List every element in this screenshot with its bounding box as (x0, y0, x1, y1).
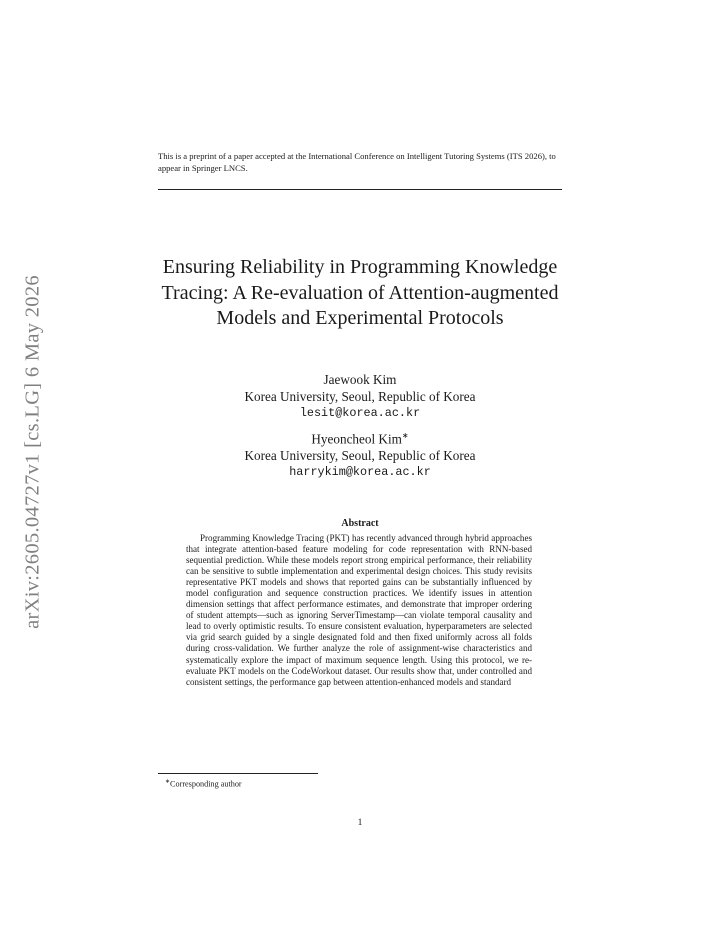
author-block-1 (160, 372, 560, 422)
page-number: 1 (357, 818, 363, 828)
footnote-rule (158, 773, 318, 774)
abstract-body: Programming Knowledge Tracing (PKT) has recently advanced through hybrid approaches that integrate attention-based feature modeling for code representation with RNN-based sequential prediction. While these models report strong empirical performance, their reliability can be sensitive to subtle implementation and experimental design choices. This study revisits representative PKT models and shows that reported gains can be substantially influenced by model configuration and sequence construction practices. We identify issues in attention dimension settings that affect performance estimates, and demonstrate that improper ordering of student attempts—such as ignoring ServerTimestamp—can violate temporal causality and lead to overly optimistic results. To ensure consistent evaluation, hyperparameters are selected via grid search guided by a single designated fold and then fixed uniformly across all folds during cross-validation. We further analyze the role of assignment-wise characteristics and systematically explore the impact of maximum sequence length. Using this protocol, we re-evaluate PKT models on the CodeWorkout dataset. Our results show that, under controlled and consistent settings, the performance gap between attention-enhanced models and standard (186, 533, 532, 687)
preprint-note: This is a preprint of a paper accepted at the International Conference on Intelligent Tutoring Systems (ITS 2026), to appear in Springer LNCS. (158, 151, 556, 174)
arxiv-identifier: arXiv:2605.04727v1 [cs.LG] 6 May 2026 (21, 275, 44, 629)
header-rule (158, 189, 562, 190)
author-name-line (160, 428, 560, 448)
author-email[interactable]: harrykim@korea.ac.kr (289, 465, 431, 480)
footnote-text: Corresponding author (170, 779, 242, 789)
author-block-2 (160, 428, 560, 481)
author-affiliation: Korea University, Seoul, Republic of Korea (244, 388, 476, 404)
author-affiliation: Korea University, Seoul, Republic of Korea (244, 447, 476, 463)
footnote-mark: ∗ (165, 779, 171, 785)
author-email[interactable]: lesit@korea.ac.kr (299, 406, 421, 420)
abstract-heading: Abstract (341, 518, 379, 529)
author-name: Jaewook Kim (323, 372, 397, 387)
paper-title: Ensuring Reliability in Programming Knowledge Tracing: A Re-evaluation of Attention-augmented Models and Experimental Protocols (161, 256, 559, 329)
footnote (165, 777, 242, 790)
corresponding-author-mark: ∗ (401, 431, 409, 440)
author-name: Hyeoncheol Kim (311, 431, 402, 447)
